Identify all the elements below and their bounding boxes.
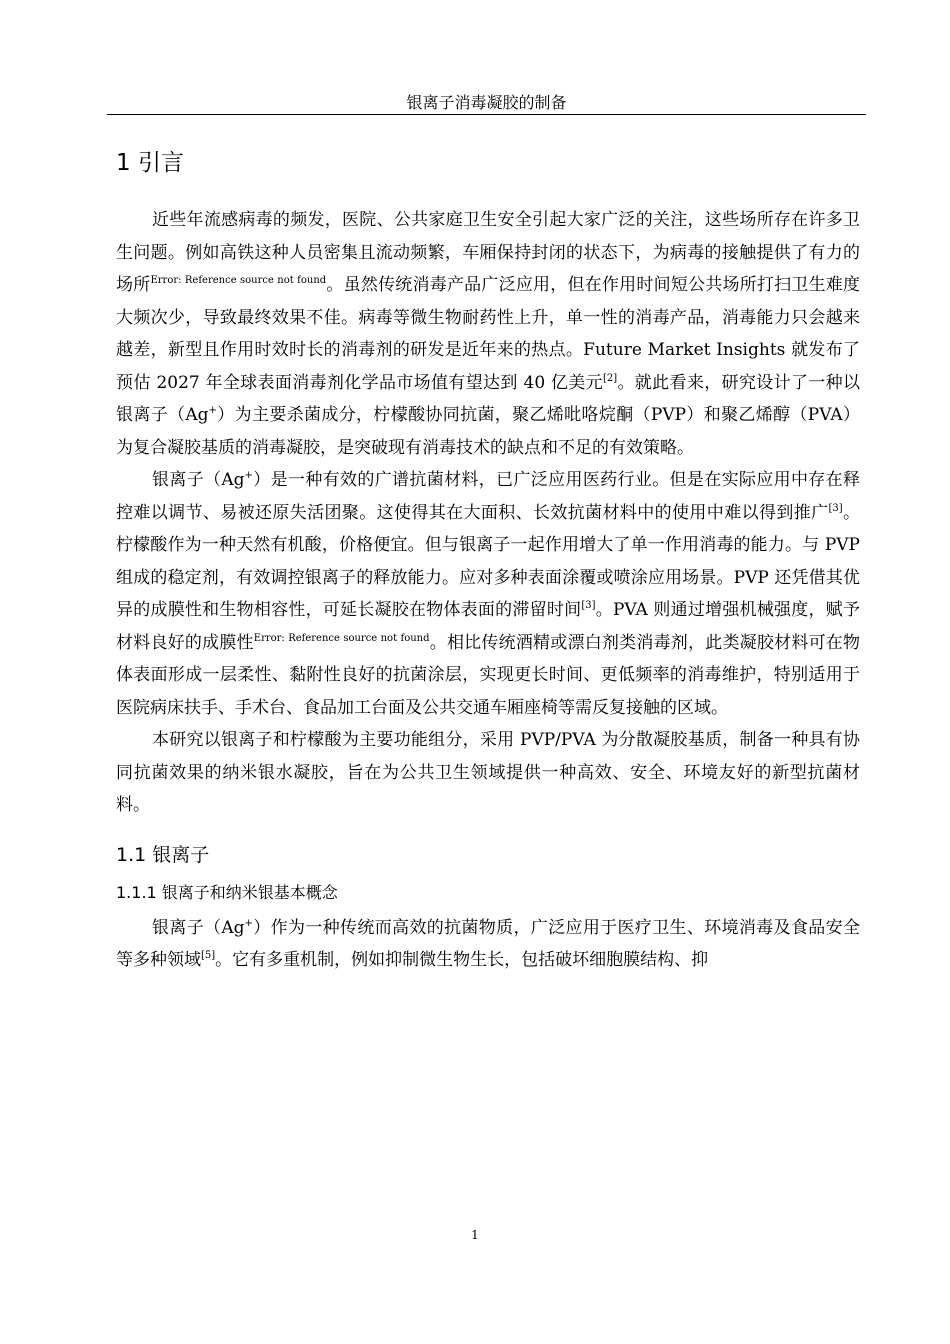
text-run: 。虽然传统消毒产品广泛应用，但在作用时间短公共场所打扫卫生难度大频次少，导致最终效果不佳。病毒等微生物耐药性上升，单一性的消毒产品，消毒能力只会越来越差，新型且作用时效时长的消毒剂的研发是近年来的热点。Future Market Insights 就发布了预估 2027 年全球表面消毒剂化学品市场值有望达到 40 亿美元 xyxy=(116,275,861,393)
running-header: 银离子消毒凝胶的制备 xyxy=(406,93,567,112)
chapter-title: 1 引言 xyxy=(116,150,184,176)
paragraph-intro-3: 本研究以银离子和柠檬酸为主要功能组分，采用 PVP/PVA 为分散凝胶基质，制备一种具有协同抗菌效果的纳米银水凝胶，旨在为公共卫生领域提供一种高效、安全、环境友好的新型抗菌材料。 xyxy=(116,730,860,815)
text-run: ）作为一种传统而高效的抗菌物质，广泛应用于医疗卫生、环境消毒及食品安全等多种领域 xyxy=(116,917,860,970)
paragraph-intro-1 xyxy=(116,204,860,464)
paragraph-silver-1 xyxy=(116,912,860,977)
header-rule xyxy=(107,114,866,115)
superscript-plus: + xyxy=(244,470,253,481)
reference-error: Error: Reference source not found xyxy=(150,275,327,286)
page-number: 1 xyxy=(471,1228,479,1242)
citation-2: [2] xyxy=(602,372,618,384)
text-run: 。就此看来，研究设计了一种以银离子（Ag xyxy=(116,372,860,425)
citation-3: [3] xyxy=(828,502,843,514)
text-run: 银离子（Ag xyxy=(152,470,245,490)
superscript-plus: + xyxy=(244,917,253,929)
text-run: 。PVA 则通过增强机械强度，赋予材料良好的成膜性 xyxy=(116,600,860,653)
text-run: ）是一种有效的广谱抗菌材料，已广泛应用医药行业。但是在实际应用中存在释控难以调节、易被还原失活团聚。这使得其在大面积、长效抗菌材料中的使用中难以得到推广 xyxy=(116,470,860,523)
citation-5: [5] xyxy=(201,950,216,961)
text-run: ）为主要杀菌成分，柠檬酸协同抗菌，聚乙烯吡咯烷酮（PVP）和聚乙烯醇（PVA）为复合凝胶基质的消毒凝胶，是突破现有消毒技术的缺点和不足的有效策略。 xyxy=(116,405,860,458)
subsection-heading-1-1-1: 1.1.1 银离子和纳米银基本概念 xyxy=(116,882,338,902)
superscript-plus: + xyxy=(208,405,217,416)
citation-3: [3] xyxy=(581,600,596,611)
paragraph-intro-2 xyxy=(116,464,860,724)
page-body xyxy=(116,138,860,977)
section-heading-1-1: 1.1 银离子 xyxy=(116,843,210,866)
text-run: 近些年流感病毒的频发，医院、公共家庭卫生安全引起大家广泛的关注，这些场所存在许多卫生问题。例如高铁这种人员密集且流动频繁，车厢保持封闭的状态下，为病毒的接触提供了有力的场所 xyxy=(116,210,860,295)
text-run: 。它有多重机制，例如抑制微生物生长，包括破坏细胞膜结构、抑 xyxy=(215,950,709,970)
text-run: 。柠檬酸作为一种天然有机酸，价格便宜。但与银离子一起作用增大了单一作用消毒的能力。与 PVP 组成的稳定剂，有效调控银离子的释放能力。应对多种表面涂覆或喷涂应用场景。PVP 还凭借其优异的成膜性和生物相容性，可延长凝胶在物体表面的滞留时间 xyxy=(116,502,861,620)
reference-error: Error: Reference source not found xyxy=(253,632,430,644)
text-run: 银离子（Ag xyxy=(152,917,245,938)
text-run: 。相比传统酒精或漂白剂类消毒剂，此类凝胶材料可在物体表面形成一层柔性、黏附性良好的抗菌涂层，实现更长时间、更低频率的消毒维护，特别适用于医院病床扶手、手术台、食品加工台面及公共交通车厢座椅等需反复接触的区域。 xyxy=(116,632,861,718)
